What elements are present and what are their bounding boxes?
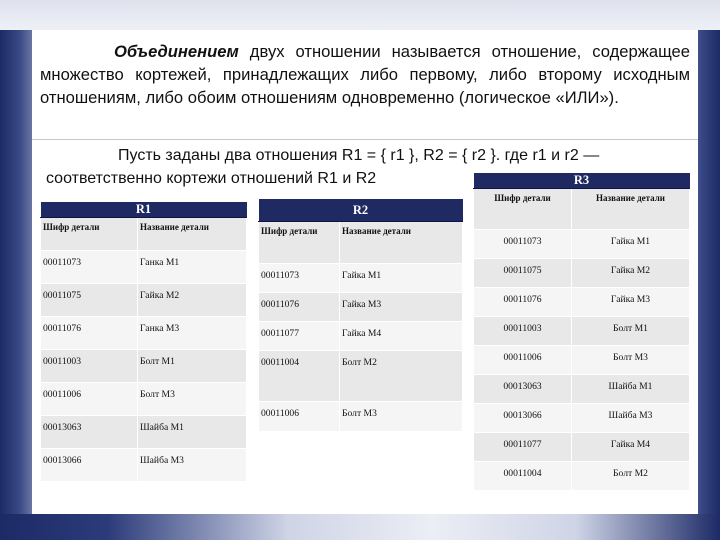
table-cell: 00011075	[41, 284, 138, 317]
table-cell: 00011073	[41, 251, 138, 284]
table-cell: 00013063	[41, 416, 138, 449]
table-cell: Гайка М3	[340, 293, 463, 322]
table-cell: Гайка М1	[572, 230, 690, 259]
table-cell: 00011006	[474, 346, 572, 375]
table-cell: 00013066	[474, 404, 572, 433]
definition-term: Объединением	[114, 42, 239, 61]
table-cell: Шайба М1	[138, 416, 247, 449]
table-cell: 00011076	[259, 293, 340, 322]
slide-top-band	[0, 0, 720, 30]
table-cell: 00011006	[41, 383, 138, 416]
table-caption: R1	[41, 202, 247, 218]
table-cell: Болт М3	[572, 346, 690, 375]
table-cell: 00011076	[474, 288, 572, 317]
column-header: Название детали	[572, 189, 690, 230]
intro-line-1: Пусть заданы два отношения R1 = { r1 }, R2 = { r2 }. где r1 и r2 —	[118, 147, 600, 164]
table-cell: 00011075	[474, 259, 572, 288]
definition-box	[32, 30, 698, 140]
table-cell: 00011073	[259, 264, 340, 293]
slide-bottom-band	[0, 514, 720, 540]
table-cell: Шайба М1	[572, 375, 690, 404]
table-cell: Болт М3	[340, 402, 463, 432]
relation-table-r2	[258, 199, 463, 432]
table-cell: Болт М3	[138, 383, 247, 416]
column-header: Название детали	[340, 222, 463, 264]
table-cell: Ганка М3	[138, 317, 247, 350]
column-header: Шифр детали	[259, 222, 340, 264]
table-cell: 00011073	[474, 230, 572, 259]
column-header: Шифр детали	[41, 218, 138, 251]
table-cell: Гайка М1	[340, 264, 463, 293]
table-cell: Гайка М2	[138, 284, 247, 317]
table-cell: Гайка М4	[340, 322, 463, 351]
column-header: Шифр детали	[474, 189, 572, 230]
table-cell: Шайба М3	[572, 404, 690, 433]
table-cell: 00013066	[41, 449, 138, 482]
table-cell: 00011077	[474, 433, 572, 462]
slide-content	[32, 30, 698, 514]
table-cell: Гайка М4	[572, 433, 690, 462]
table-cell: 00011004	[474, 462, 572, 491]
table-cell: Болт М1	[138, 350, 247, 383]
table-cell: Гайка М2	[572, 259, 690, 288]
column-header: Название детали	[138, 218, 247, 251]
table-caption: R2	[259, 199, 463, 222]
table-cell: 00011003	[41, 350, 138, 383]
relation-table-r1	[40, 202, 247, 482]
table-cell: 00011077	[259, 322, 340, 351]
intro-line-2: соответственно кортежи отношений R1 и R2	[46, 170, 377, 187]
relation-table-r3	[473, 173, 690, 491]
table-caption: R3	[474, 173, 690, 189]
definition-text: двух отношении называется отношение, содержащее множество кортежей, принадлежащих либо первому, либо второму исходным отношениям, либо обоим отношениям одновременно (логическое «ИЛИ»).	[40, 42, 690, 107]
table-cell: Болт М2	[340, 351, 463, 402]
table-cell: Болт М1	[572, 317, 690, 346]
table-cell: 00011076	[41, 317, 138, 350]
table-cell: Гайка М3	[572, 288, 690, 317]
table-cell: 00011006	[259, 402, 340, 432]
table-cell: Ганка М1	[138, 251, 247, 284]
table-cell: 00011003	[474, 317, 572, 346]
table-cell: Болт М2	[572, 462, 690, 491]
table-cell: 00013063	[474, 375, 572, 404]
table-cell: 00011004	[259, 351, 340, 402]
table-cell: Шайба М3	[138, 449, 247, 482]
